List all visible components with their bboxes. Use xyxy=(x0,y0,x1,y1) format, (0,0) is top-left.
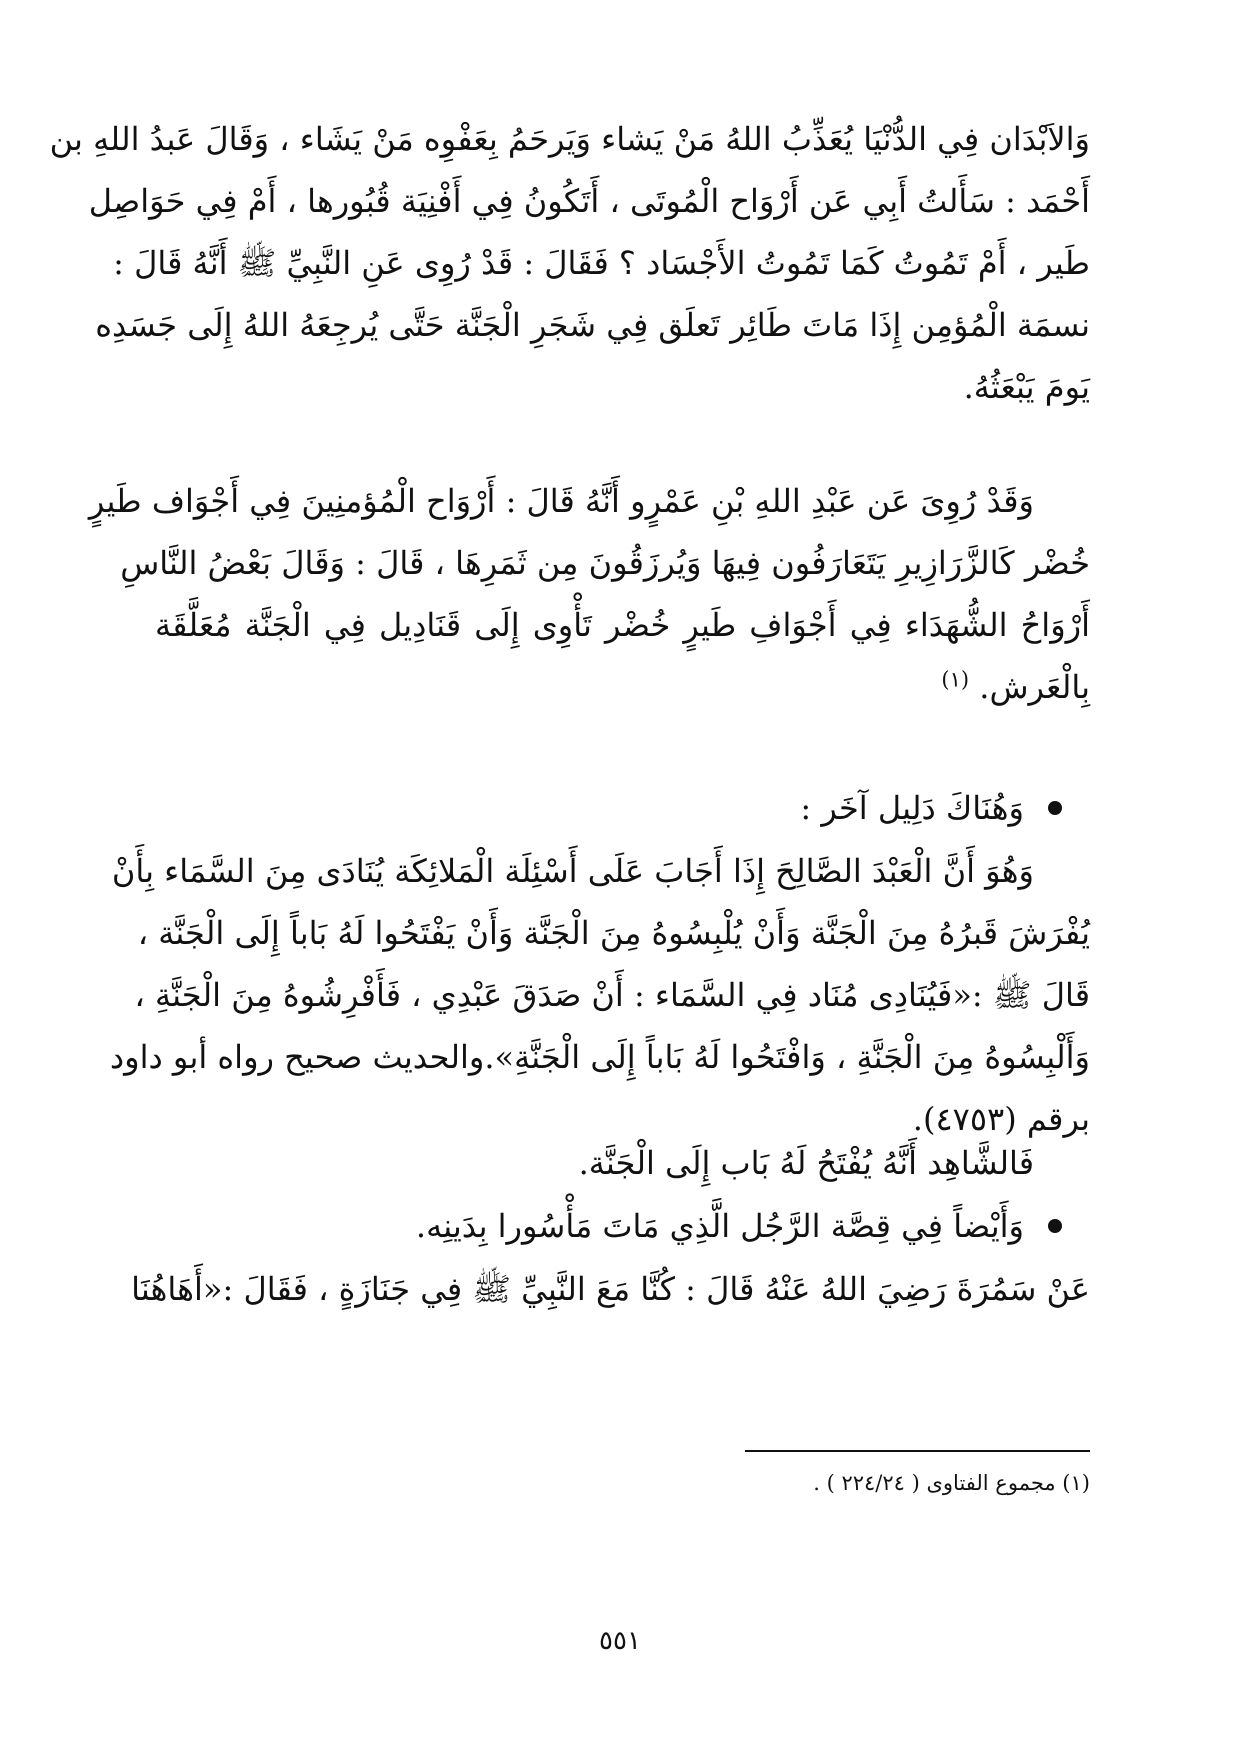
paragraph-1-line: وَالاَبْدَان فِي الدُّنْيَا يُعَذِّبُ اللهُ مَنْ يَشاء وَيَرحَمُ بِعَفْوِه مَنْ يَشَاء ، وَقَالَ عَبدُ اللهِ بن xyxy=(49,120,1090,158)
paragraph-3-line: وَهُوَ أَنَّ الْعَبْدَ الصَّالِحَ إِذَا أَجَابَ عَلَى أَسْئِلَة الْمَلائِكَة يُنَادَى مِنَ السَّمَاء بِأَنْ xyxy=(111,852,1034,890)
paragraph-1-line: طَير ، أَمْ تَمُوتُ كَمَا تَمُوتُ الأَجْسَاد ؟ فَقَالَ : قَدْ رُوِى عَنِ النَّبِيِّ ﷺ أَنَّهُ قَالَ : xyxy=(113,244,1090,282)
paragraph-1-line: نسمَة الْمُؤمِن إِذَا مَاتَ طَائِر تَعلَق فِي شَجَرِ الْجَنَّة حَتَّى يُرجِعَهُ اللهُ إِلَى جَسَدِه xyxy=(95,306,1090,344)
paragraph-2 xyxy=(88,470,1090,718)
paragraph-1 xyxy=(49,108,1090,418)
bullet-item-1 xyxy=(155,777,1090,839)
paragraph-2-line: أَرْوَاحُ الشُّهَدَاء فِي أَجْوَافِ طَيرٍ خُضْر تَأْوِى إِلَى قَنَادِيل فِي الْجَنَّة مُعَلَّقَة xyxy=(155,606,1090,644)
paragraph-4-line: فَالشَّاهِد أَنَّهُ يُفْتَحُ لَهُ بَاب إِلَى الْجَنَّة. xyxy=(578,1144,1034,1182)
paragraph-1-line: أَحْمَد : سَأَلتُ أَبِي عَن أَرْوَاح الْمُوتَى ، أَتَكُونُ فِي أَفْنِيَة قُبُورها ، أَمْ فِي حَوَاصِل xyxy=(88,182,1090,220)
bullet-item-2 xyxy=(155,1195,1090,1257)
paragraph-2-last-line xyxy=(155,656,1090,718)
footnote-divider xyxy=(745,1450,1090,1452)
footnote: (١) مجموع الفتاوى ( ٢٢٤/٢٤ ) . xyxy=(813,1471,1090,1495)
paragraph-3-line: قَالَ ﷺ :«فَيُنَادِى مُنَاد فِي السَّمَاء : أَنْ صَدَقَ عَبْدِي ، فَأَفْرِشُوهُ مِنَ الْجَنَّةِ ، xyxy=(134,976,1090,1014)
paragraph-2-line: خُضْر كَالزَّرَازِيرِ يَتَعَارَفُون فِيهَا وَيُرزَقُونَ مِن ثَمَرِهَا ، قَالَ : وَقَالَ بَعْضُ النَّاسِ xyxy=(120,544,1090,582)
page-number: ٥٥١ xyxy=(599,1626,641,1656)
paragraph-2-line: بِالْعَرش. xyxy=(979,668,1090,706)
paragraph-4 xyxy=(155,1132,1090,1194)
bullet-text: وَأَيْضاً فِي قِصَّة الرَّجُل الَّذِي مَاتَ مَأْسُورا بِدَينِه. xyxy=(415,1207,1024,1245)
bullet-icon xyxy=(1048,801,1062,815)
paragraph-3-line: وَأَلْبِسُوهُ مِنَ الْجَنَّةِ ، وَافْتَحُوا لَهُ بَاباً إِلَى الْجَنَّةِ».والحديث صحيح رواه أبو داود xyxy=(109,1038,1090,1076)
paragraph-5-line: عَنْ سَمُرَةَ رَضِيَ اللهُ عَنْهُ قَالَ : كُنَّا مَعَ النَّبِيِّ ﷺ فِي جَنَازَةٍ ، فَقَالَ :«أَهَاهُنَا xyxy=(131,1270,1090,1308)
paragraph-3-line: برقم (٤٧٥٣). xyxy=(912,1100,1090,1138)
footnote-reference[interactable]: (١) xyxy=(941,667,970,692)
paragraph-3 xyxy=(109,840,1090,1150)
bullet-icon xyxy=(1048,1219,1062,1233)
paragraph-5 xyxy=(131,1258,1090,1320)
paragraph-1-line: يَومَ يَبْعَثُهُ. xyxy=(963,368,1090,406)
paragraph-2-line: وَقَدْ رُوِىَ عَن عَبْدِ اللهِ بْنِ عَمْرٍو أَنَّهُ قَالَ : أَرْوَاح الْمُؤمنِينَ فِي أَجْوَاف طَيرٍ xyxy=(88,482,1034,520)
paragraph-3-line: يُفْرَشَ قَبرُهُ مِنَ الْجَنَّة وَأَنْ يُلْبِسُوهُ مِنَ الْجَنَّة وَأَنْ يَفْتَحُوا لَهُ بَاباً إِلَى الْجَنَّة ، xyxy=(137,914,1090,952)
bullet-text: وَهُنَاكَ دَلِيل آخَر : xyxy=(800,789,1024,827)
